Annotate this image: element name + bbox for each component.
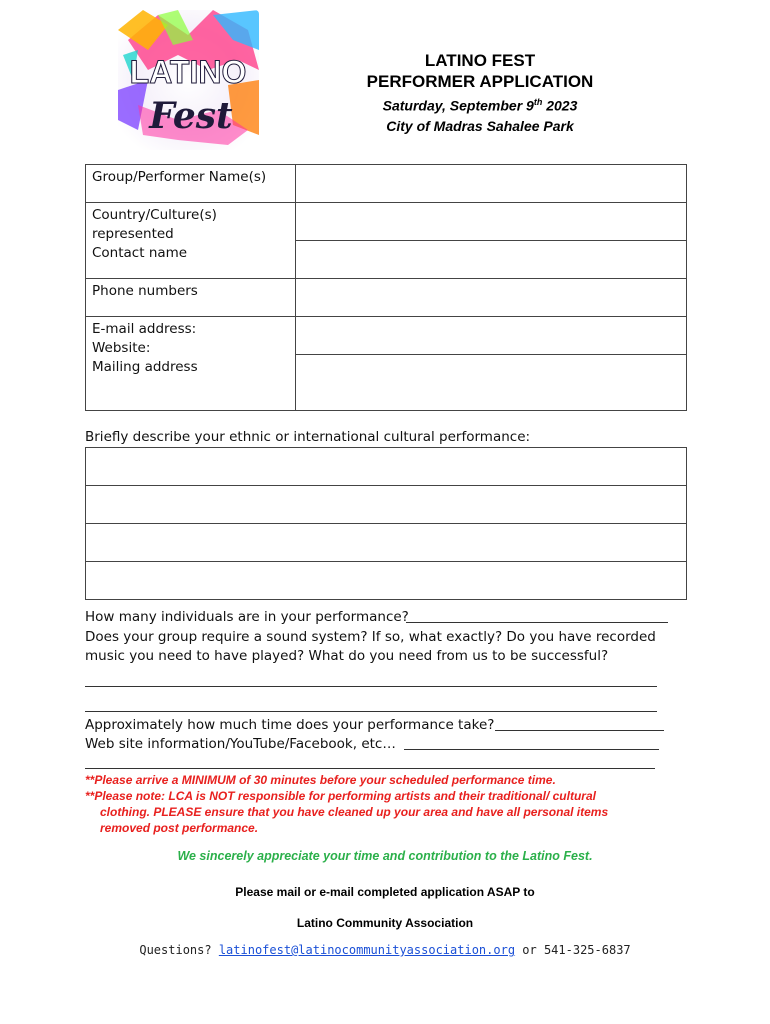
event-location: City of Madras Sahalee Park <box>386 117 574 134</box>
description-label: Briefly describe your ethnic or international cultural performance: <box>85 429 531 445</box>
question-web-text: Web site information/YouTube/Facebook, etc… <box>85 736 396 752</box>
thank-you-message: We sincerely appreciate your time and contribution to the Latino Fest. <box>177 849 593 863</box>
label-email: E-mail address: <box>92 321 197 337</box>
answer-line-sound-2[interactable] <box>85 711 657 712</box>
label-contact: Contact name <box>92 245 188 261</box>
description-line-3[interactable] <box>86 524 687 562</box>
answer-line-individuals[interactable] <box>406 622 668 623</box>
label-text: Group/Performer Name(s) <box>92 169 267 185</box>
question-web <box>85 735 396 754</box>
note-responsibility <box>85 788 675 836</box>
answer-line-sound-1[interactable] <box>85 686 657 687</box>
field-email-website[interactable] <box>296 317 687 355</box>
note-arrival: **Please arrive a MINIMUM of 30 minutes before your scheduled performance time. <box>85 773 556 787</box>
label-text: Phone numbers <box>92 283 198 299</box>
page-header <box>330 50 630 136</box>
contact-email-link[interactable]: latinofest@latinocommunityassociation.org <box>218 943 516 957</box>
contact-phone: or 541-325-6837 <box>515 943 631 957</box>
title-line-2: PERFORMER APPLICATION <box>366 72 594 91</box>
question-individuals-text: How many individuals are in your performance? <box>85 609 409 625</box>
question-time-text: Approximately how much time does your performance take? <box>85 717 495 733</box>
questions-prefix: Questions? <box>139 943 219 957</box>
answer-line-time[interactable] <box>495 730 664 731</box>
answer-line-web-1[interactable] <box>404 749 659 750</box>
performer-info-table <box>85 164 687 411</box>
label-website: Website: <box>92 340 151 356</box>
question-sound-line-2: music you need to have played? What do you need from us to be successful? <box>85 648 609 664</box>
question-individuals <box>85 608 409 627</box>
mail-instruction: Please mail or e-mail completed application ASAP to <box>235 885 535 899</box>
label-mailing: Mailing address <box>92 359 198 375</box>
event-date-year: 2023 <box>542 97 578 114</box>
field-phone[interactable] <box>296 279 687 317</box>
event-date <box>330 92 630 116</box>
answer-line-web-2[interactable] <box>85 768 655 769</box>
label-country: Country/Culture(s) represented <box>92 207 217 242</box>
latino-fest-logo <box>118 10 259 150</box>
field-mailing-address[interactable] <box>296 355 687 411</box>
question-time <box>85 716 494 735</box>
label-phone <box>86 279 296 317</box>
logo-latino-text: LATINO <box>129 54 247 90</box>
label-email-website-mailing <box>86 317 296 411</box>
title-line-1: LATINO FEST <box>424 51 536 70</box>
note-responsibility-line-2: clothing. PLEASE ensure that you have cleaned up your area and have all personal items <box>100 805 609 819</box>
questions-contact <box>0 943 770 957</box>
event-date-sup: th <box>533 97 543 107</box>
note-responsibility-line-3: removed post performance. <box>100 821 259 835</box>
label-country-contact <box>86 203 296 279</box>
field-group-name[interactable] <box>296 165 687 203</box>
event-date-text: Saturday, September 9 <box>382 97 534 114</box>
label-group-name <box>86 165 296 203</box>
description-line-4[interactable] <box>86 562 687 600</box>
description-line-1[interactable] <box>86 448 687 486</box>
association-name: Latino Community Association <box>296 916 474 930</box>
question-sound-line-1: Does your group require a sound system? If so, what exactly? Do you have recorded <box>85 629 656 645</box>
description-table <box>85 447 687 600</box>
field-contact-name[interactable] <box>296 241 687 279</box>
note-responsibility-line-1: **Please note: LCA is NOT responsible for performing artists and their traditional/ cultural <box>85 789 596 803</box>
logo-fest-text: Fest <box>149 95 233 137</box>
description-line-2[interactable] <box>86 486 687 524</box>
field-country[interactable] <box>296 203 687 241</box>
